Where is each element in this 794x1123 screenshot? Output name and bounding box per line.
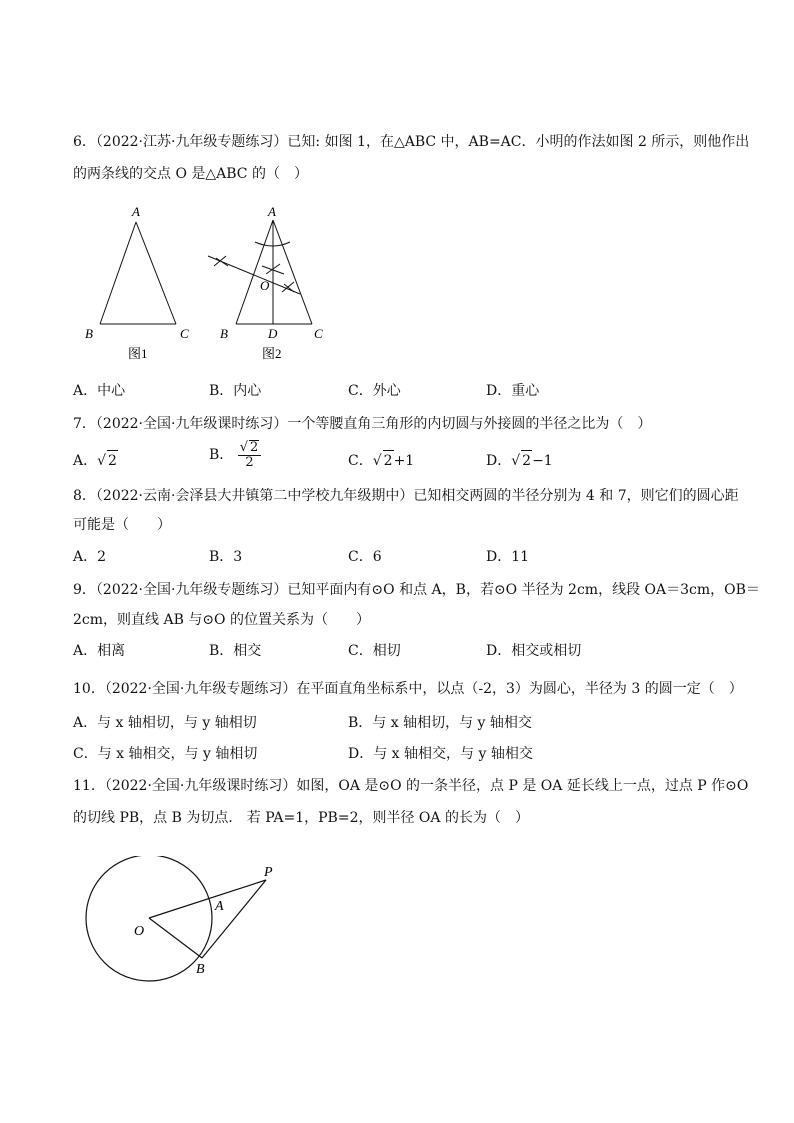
q7-option-a: A．√ 2 [73, 450, 118, 471]
q10-option-b: B．与 x 轴相切，与 y 轴相交 [348, 715, 532, 731]
q8-option-b: B．3 [209, 549, 243, 565]
q6-figure-2 [200, 200, 340, 360]
fig11-label-a: A [215, 899, 224, 914]
q6-figure-1 [80, 200, 200, 360]
q8-line1: 8．（2022·云南·会泽县大井镇第二中学校九年级期中）已知相交两圆的半径分别为 4 和 7，则它们的圆心距 [73, 488, 739, 504]
q6-option-c: C．外心 [348, 383, 401, 399]
fig11-label-o: O [134, 924, 145, 939]
q8-option-a: A．2 [73, 549, 107, 565]
fig1-label-c: C [180, 326, 189, 341]
q8-option-c: C．6 [348, 549, 382, 565]
q7-line1: 7．（2022·全国·九年级课时练习）一个等腰直角三角形的内切圆与外接圆的半径之比为（ ） [73, 416, 652, 432]
q10-option-a: A．与 x 轴相切，与 y 轴相切 [73, 715, 257, 731]
q9-option-d: D．相交或相切 [486, 643, 582, 659]
q9-line2: 2cm，则直线 AB 与⊙O 的位置关系为（ ） [73, 612, 370, 628]
q7-option-c: C．√ 2+1 [348, 450, 414, 471]
q10-option-d: D．与 x 轴相交，与 y 轴相交 [348, 746, 533, 762]
fig2-label-a: A [268, 204, 276, 219]
fig1-label-b: B [85, 326, 93, 341]
q9-option-a: A．相离 [73, 643, 126, 659]
fig1-caption: 图1 [128, 346, 148, 360]
q6-option-b: B．内心 [209, 383, 262, 399]
q10-option-c: C．与 x 轴相交，与 y 轴相切 [73, 746, 258, 762]
q9-option-b: B．相交 [209, 643, 262, 659]
q6-line2: 的两条线的交点 O 是△ABC 的（ ） [73, 166, 308, 182]
fig2-label-c: C [314, 326, 323, 341]
q11-figure [78, 856, 298, 986]
fig1-label-a: A [132, 204, 140, 219]
fig2-label-b: B [220, 326, 228, 341]
q7-option-b-fraction: $\frac{√ 2}{2}$ [238, 440, 262, 470]
q10-line1: 10．（2022·全国·九年级专题练习）在平面直角坐标系中，以点（-2，3）为圆心，半径为 3 的圆一定（ ） [73, 681, 743, 697]
q8-option-d: D．11 [486, 549, 530, 565]
fig2-caption: 图2 [262, 346, 282, 360]
q6-option-a: A．中心 [73, 383, 126, 399]
q9-option-c: C．相切 [348, 643, 401, 659]
q6-line1: 6．（2022·江苏·九年级专题练习）已知: 如图 1，在△ABC 中，AB=AC．小明的作法如图 2 所示，则他作出 [73, 134, 750, 150]
q7-option-d: D．√ 2−1 [486, 450, 553, 471]
q8-line2: 可能是（ ） [73, 517, 171, 533]
fig2-label-d: D [268, 326, 278, 341]
q11-line1: 11．（2022·全国·九年级课时练习）如图，OA 是⊙O 的一条半径，点 P 是 OA 延长线上一点，过点 P 作⊙O [73, 778, 749, 794]
q11-line2: 的切线 PB，点 B 为切点． 若 PA=1，PB=2，则半径 OA 的长为（ ） [73, 810, 529, 826]
q9-line1: 9．（2022·全国·九年级专题练习）已知平面内有⊙O 和点 A，B，若⊙O 半径为 2cm，线段 OA＝3cm，OB＝ [73, 582, 760, 598]
q6-option-d: D．重心 [486, 383, 540, 399]
q7-option-b: B． $\frac{√ 2}{2}$ [209, 440, 261, 470]
fig11-label-b: B [196, 962, 205, 977]
fig11-label-p: P [264, 865, 273, 880]
fig2-label-o: O [260, 278, 270, 293]
